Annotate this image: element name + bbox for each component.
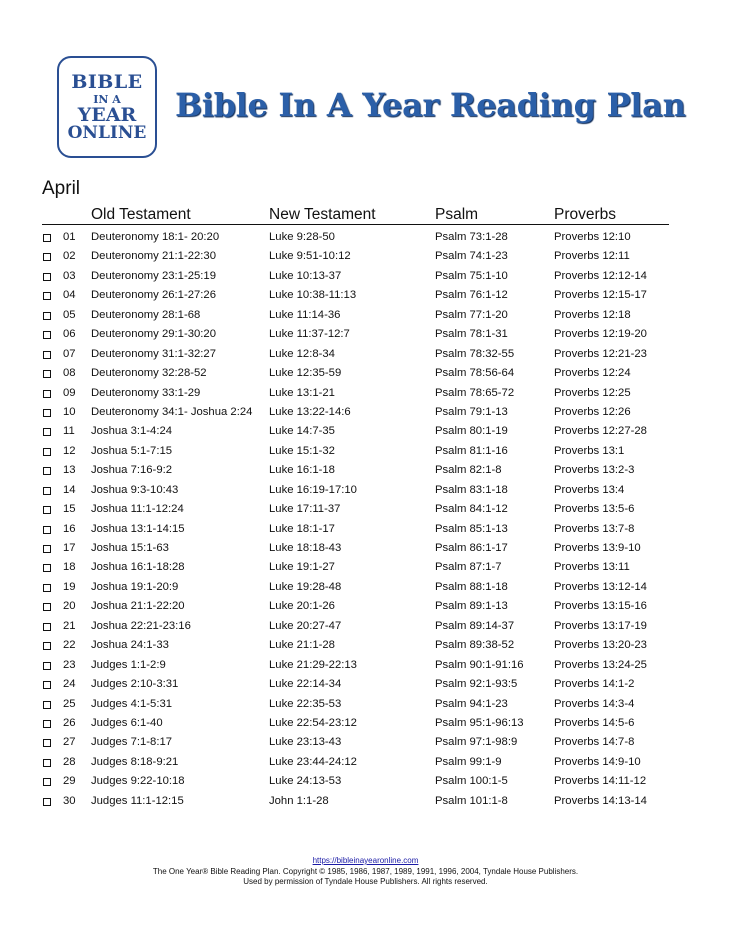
old-testament-reading: Judges 6:1-40 [91, 716, 163, 729]
old-testament-reading: Joshua 15:1-63 [91, 542, 169, 554]
proverbs-reading: Proverbs 12:12-14 [554, 269, 647, 282]
table-row [0, 792, 731, 811]
new-testament-reading: Luke 18:18-43 [269, 542, 342, 554]
checkbox-icon[interactable] [43, 584, 51, 592]
new-testament-reading: Luke 20:1-26 [269, 600, 335, 613]
old-testament-reading: Judges 1:1-2:9 [91, 658, 166, 671]
old-testament-reading: Judges 9:22-10:18 [91, 775, 185, 788]
new-testament-reading: Luke 16:1-18 [269, 464, 335, 477]
proverbs-reading: Proverbs 14:13-14 [554, 794, 647, 807]
table-row [0, 500, 731, 519]
new-testament-reading: Luke 23:44-24:12 [269, 755, 357, 768]
old-testament-reading: Joshua 7:16-9:2 [91, 464, 173, 477]
table-row [0, 558, 731, 577]
proverbs-reading: Proverbs 12:15-17 [554, 289, 647, 302]
table-row [0, 306, 731, 325]
day-number: 11 [63, 425, 75, 438]
proverbs-reading: Proverbs 13:1 [554, 444, 625, 457]
old-testament-reading: Joshua 3:1-4:24 [91, 425, 173, 438]
table-row [0, 539, 731, 558]
table-row [0, 247, 731, 266]
day-number: 26 [63, 716, 76, 729]
new-testament-reading: Luke 21:29-22:13 [269, 658, 357, 671]
psalm-reading: Psalm 86:1-17 [435, 542, 508, 554]
day-number: 02 [63, 250, 76, 263]
column-header-psalm: Psalm [435, 206, 479, 223]
proverbs-reading: Proverbs 13:4 [554, 483, 625, 496]
psalm-reading: Psalm 74:1-23 [435, 250, 508, 263]
logo [57, 56, 157, 158]
table-row [0, 286, 731, 305]
old-testament-reading: Joshua 11:1-12:24 [91, 503, 184, 516]
table-row [0, 636, 731, 655]
psalm-reading: Psalm 90:1-91:16 [435, 658, 524, 671]
proverbs-reading: Proverbs 14:1-2 [554, 678, 635, 691]
table-row [0, 345, 731, 364]
psalm-reading: Psalm 78:56-64 [435, 367, 515, 380]
psalm-reading: Psalm 78:1-31 [435, 328, 508, 341]
table-row [0, 325, 731, 344]
day-number: 30 [63, 794, 76, 807]
proverbs-reading: Proverbs 14:5-6 [554, 716, 635, 729]
table-row [0, 597, 731, 616]
old-testament-reading: Deuteronomy 28:1-68 [91, 308, 201, 321]
checkbox-icon[interactable] [43, 467, 51, 475]
day-number: 16 [63, 522, 76, 535]
new-testament-reading: Luke 15:1-32 [269, 444, 335, 457]
checkbox-icon[interactable] [43, 370, 51, 378]
old-testament-reading: Joshua 9:3-10:43 [91, 483, 179, 496]
checkbox-icon[interactable] [43, 759, 51, 767]
old-testament-reading: Deuteronomy 34:1- Joshua 2:24 [91, 405, 253, 418]
old-testament-reading: Joshua 19:1-20:9 [91, 580, 179, 593]
old-testament-reading: Deuteronomy 32:28-52 [91, 367, 207, 380]
checkbox-icon[interactable] [43, 526, 51, 534]
new-testament-reading: Luke 13:22-14:6 [269, 405, 351, 418]
day-number: 20 [63, 600, 76, 613]
new-testament-reading: Luke 12:35-59 [269, 367, 342, 380]
column-header-old-testament: Old Testament [91, 206, 191, 223]
proverbs-reading: Proverbs 12:18 [554, 308, 631, 321]
psalm-reading: Psalm 101:1-8 [435, 794, 508, 807]
day-number: 04 [63, 289, 76, 302]
checkbox-icon[interactable] [43, 253, 51, 261]
proverbs-reading: Proverbs 13:2-3 [554, 464, 635, 477]
checkbox-icon[interactable] [43, 351, 51, 359]
table-row [0, 384, 731, 403]
old-testament-reading: Joshua 22:21-23:16 [91, 619, 191, 632]
new-testament-reading: John 1:1-28 [269, 794, 329, 807]
table-row [0, 695, 731, 714]
new-testament-reading: Luke 14:7-35 [269, 425, 335, 438]
new-testament-reading: Luke 10:13-37 [269, 269, 342, 282]
checkbox-icon[interactable] [43, 701, 51, 709]
table-row [0, 733, 731, 752]
new-testament-reading: Luke 24:13-53 [269, 775, 342, 788]
psalm-reading: Psalm 89:38-52 [435, 639, 515, 652]
proverbs-reading: Proverbs 13:24-25 [554, 658, 647, 671]
page-title: Bible In A Year Reading Plan [175, 86, 686, 124]
old-testament-reading: Deuteronomy 29:1-30:20 [91, 328, 216, 341]
day-number: 13 [63, 464, 76, 477]
table-row [0, 578, 731, 597]
table-row [0, 403, 731, 422]
old-testament-reading: Joshua 16:1-18:28 [91, 561, 185, 574]
new-testament-reading: Luke 9:51-10:12 [269, 250, 351, 263]
checkbox-icon[interactable] [43, 778, 51, 786]
day-number: 14 [63, 483, 76, 496]
proverbs-reading: Proverbs 12:10 [554, 231, 631, 243]
table-row [0, 364, 731, 383]
checkbox-icon[interactable] [43, 448, 51, 456]
day-number: 06 [63, 328, 76, 341]
day-number: 17 [63, 542, 76, 554]
psalm-reading: Psalm 99:1-9 [435, 755, 502, 768]
website-link[interactable]: https://bibleinayearonline.com [312, 856, 419, 865]
table-row [0, 520, 731, 539]
old-testament-reading: Deuteronomy 21:1-22:30 [91, 250, 216, 263]
day-number: 25 [63, 697, 76, 710]
new-testament-reading: Luke 22:14-34 [269, 678, 342, 691]
day-number: 07 [63, 347, 76, 360]
day-number: 03 [63, 269, 76, 282]
day-number: 22 [63, 639, 76, 652]
proverbs-reading: Proverbs 13:9-10 [554, 542, 641, 554]
checkbox-icon[interactable] [43, 331, 51, 339]
new-testament-reading: Luke 17:11-37 [269, 503, 341, 516]
new-testament-reading: Luke 12:8-34 [269, 347, 335, 360]
checkbox-icon[interactable] [43, 603, 51, 611]
proverbs-reading: Proverbs 12:24 [554, 367, 631, 380]
old-testament-reading: Judges 7:1-8:17 [91, 736, 173, 749]
old-testament-reading: Joshua 13:1-14:15 [91, 522, 185, 535]
checkbox-icon[interactable] [43, 739, 51, 747]
new-testament-reading: Luke 9:28-50 [269, 231, 335, 243]
psalm-reading: Psalm 82:1-8 [435, 464, 502, 477]
proverbs-reading: Proverbs 13:5-6 [554, 503, 635, 516]
proverbs-reading: Proverbs 13:12-14 [554, 580, 647, 593]
old-testament-reading: Judges 11:1-12:15 [91, 794, 184, 807]
psalm-reading: Psalm 89:14-37 [435, 619, 515, 632]
proverbs-reading: Proverbs 14:7-8 [554, 736, 635, 749]
psalm-reading: Psalm 78:32-55 [435, 347, 515, 360]
psalm-reading: Psalm 83:1-18 [435, 483, 508, 496]
old-testament-reading: Deuteronomy 18:1- 20:20 [91, 231, 220, 243]
day-number: 09 [63, 386, 76, 399]
month-label: April [42, 178, 81, 199]
column-header-new-testament: New Testament [269, 206, 376, 223]
column-header-proverbs: Proverbs [554, 206, 617, 223]
table-row [0, 656, 731, 675]
psalm-reading: Psalm 73:1-28 [435, 231, 508, 243]
old-testament-reading: Judges 4:1-5:31 [91, 697, 173, 710]
old-testament-reading: Deuteronomy 23:1-25:19 [91, 269, 216, 282]
checkbox-icon[interactable] [43, 390, 51, 398]
day-number: 27 [63, 736, 76, 749]
proverbs-reading: Proverbs 14:11-12 [554, 775, 647, 788]
logo-line-year: YEAR [77, 103, 137, 126]
psalm-reading: Psalm 92:1-93:5 [435, 678, 518, 691]
day-number: 29 [63, 775, 76, 788]
checkbox-icon[interactable] [43, 662, 51, 670]
table-row [0, 442, 731, 461]
old-testament-reading: Deuteronomy 26:1-27:26 [91, 289, 216, 302]
psalm-reading: Psalm 88:1-18 [435, 580, 508, 593]
logo-line-in-a: IN A [93, 92, 121, 106]
checkbox-icon[interactable] [43, 545, 51, 553]
psalm-reading: Psalm 78:65-72 [435, 386, 515, 399]
new-testament-reading: Luke 23:13-43 [269, 736, 342, 749]
day-number: 19 [63, 580, 76, 593]
psalm-reading: Psalm 95:1-96:13 [435, 716, 524, 729]
logo-line-online: ONLINE [67, 122, 147, 143]
new-testament-reading: Luke 18:1-17 [269, 522, 335, 535]
proverbs-reading: Proverbs 12:27-28 [554, 425, 647, 438]
table-row [0, 675, 731, 694]
day-number: 23 [63, 658, 76, 671]
checkbox-icon[interactable] [43, 312, 51, 320]
table-row [0, 753, 731, 772]
reading-list [0, 228, 731, 811]
proverbs-reading: Proverbs 13:17-19 [554, 619, 647, 632]
checkbox-icon[interactable] [43, 623, 51, 631]
proverbs-reading: Proverbs 13:20-23 [554, 639, 647, 652]
checkbox-icon[interactable] [43, 273, 51, 281]
checkbox-icon[interactable] [43, 564, 51, 572]
psalm-reading: Psalm 89:1-13 [435, 600, 508, 613]
checkbox-icon[interactable] [43, 720, 51, 728]
day-number: 05 [63, 308, 76, 321]
proverbs-reading: Proverbs 12:19-20 [554, 328, 647, 341]
checkbox-icon[interactable] [43, 234, 51, 242]
new-testament-reading: Luke 22:54-23:12 [269, 716, 357, 729]
new-testament-reading: Luke 11:14-36 [269, 308, 341, 321]
logo-line-bible: BIBLE [71, 70, 143, 93]
day-number: 08 [63, 367, 76, 380]
proverbs-reading: Proverbs 13:7-8 [554, 522, 635, 535]
checkbox-icon[interactable] [43, 292, 51, 300]
proverbs-reading: Proverbs 12:21-23 [554, 347, 647, 360]
checkbox-icon[interactable] [43, 409, 51, 417]
proverbs-reading: Proverbs 13:15-16 [554, 600, 647, 613]
header-divider [42, 224, 669, 225]
proverbs-reading: Proverbs 12:26 [554, 405, 631, 418]
checkbox-icon[interactable] [43, 798, 51, 806]
table-row [0, 228, 731, 247]
old-testament-reading: Deuteronomy 31:1-32:27 [91, 347, 216, 360]
table-row [0, 422, 731, 441]
checkbox-icon[interactable] [43, 681, 51, 689]
new-testament-reading: Luke 22:35-53 [269, 697, 342, 710]
day-number: 21 [63, 619, 76, 632]
proverbs-reading: Proverbs 12:25 [554, 386, 631, 399]
psalm-reading: Psalm 97:1-98:9 [435, 736, 518, 749]
day-number: 15 [63, 503, 76, 516]
new-testament-reading: Luke 20:27-47 [269, 619, 342, 632]
old-testament-reading: Deuteronomy 33:1-29 [91, 386, 201, 399]
table-row [0, 461, 731, 480]
psalm-reading: Psalm 75:1-10 [435, 269, 508, 282]
table-row [0, 714, 731, 733]
proverbs-reading: Proverbs 12:11 [554, 250, 630, 263]
proverbs-reading: Proverbs 14:9-10 [554, 755, 641, 768]
day-number: 24 [63, 678, 76, 691]
proverbs-reading: Proverbs 14:3-4 [554, 697, 635, 710]
table-row [0, 481, 731, 500]
new-testament-reading: Luke 10:38-11:13 [269, 289, 357, 302]
day-number: 01 [63, 231, 76, 243]
old-testament-reading: Joshua 21:1-22:20 [91, 600, 185, 613]
old-testament-reading: Joshua 5:1-7:15 [91, 444, 173, 457]
psalm-reading: Psalm 84:1-12 [435, 503, 508, 516]
proverbs-reading: Proverbs 13:11 [554, 561, 630, 574]
old-testament-reading: Judges 8:18-9:21 [91, 755, 179, 768]
new-testament-reading: Luke 19:28-48 [269, 580, 342, 593]
new-testament-reading: Luke 21:1-28 [269, 639, 335, 652]
day-number: 28 [63, 755, 76, 768]
psalm-reading: Psalm 94:1-23 [435, 697, 508, 710]
day-number: 18 [63, 561, 76, 574]
checkbox-icon[interactable] [43, 642, 51, 650]
copyright-notice: The One Year® Bible Reading Plan. Copyright © 1985, 1986, 1987, 1989, 1991, 1996, 2004, Tyndale House Publishers. [152, 867, 579, 876]
new-testament-reading: Luke 13:1-21 [269, 386, 335, 399]
psalm-reading: Psalm 80:1-19 [435, 425, 508, 438]
psalm-reading: Psalm 76:1-12 [435, 289, 508, 302]
psalm-reading: Psalm 77:1-20 [435, 308, 508, 321]
psalm-reading: Psalm 87:1-7 [435, 561, 502, 574]
checkbox-icon[interactable] [43, 487, 51, 495]
new-testament-reading: Luke 11:37-12:7 [269, 328, 350, 341]
table-row [0, 617, 731, 636]
table-row [0, 267, 731, 286]
day-number: 12 [63, 444, 76, 457]
day-number: 10 [63, 405, 76, 418]
old-testament-reading: Judges 2:10-3:31 [91, 678, 179, 691]
old-testament-reading: Joshua 24:1-33 [91, 639, 169, 652]
table-row [0, 772, 731, 791]
new-testament-reading: Luke 19:1-27 [269, 561, 335, 574]
permission-notice: Used by permission of Tyndale House Publishers. All rights reserved. [243, 877, 488, 886]
psalm-reading: Psalm 85:1-13 [435, 522, 508, 535]
psalm-reading: Psalm 100:1-5 [435, 775, 508, 788]
checkbox-icon[interactable] [43, 428, 51, 436]
checkbox-icon[interactable] [43, 506, 51, 514]
psalm-reading: Psalm 79:1-13 [435, 405, 508, 418]
psalm-reading: Psalm 81:1-16 [435, 444, 508, 457]
new-testament-reading: Luke 16:19-17:10 [269, 483, 357, 496]
